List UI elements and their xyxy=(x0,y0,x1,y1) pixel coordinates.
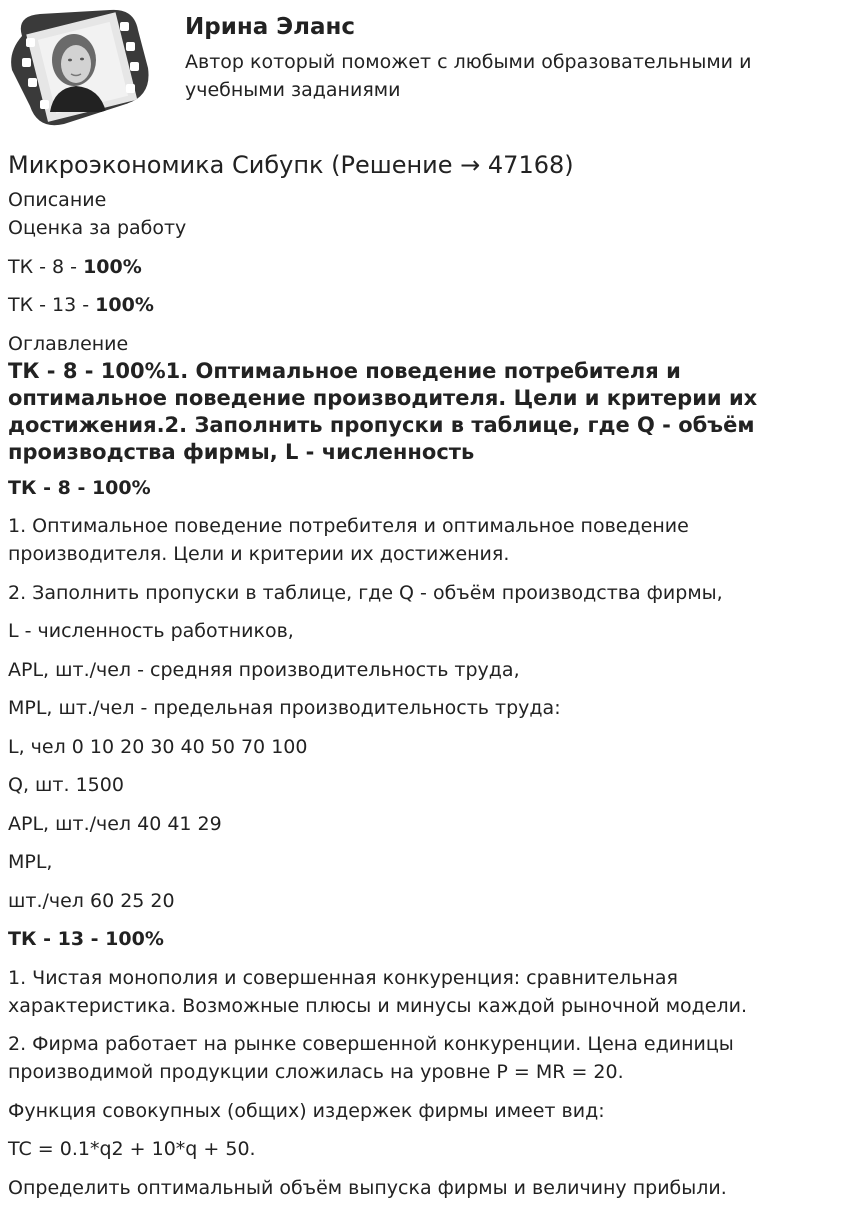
grade-value: 100% xyxy=(95,294,154,316)
tk8-paragraph: 2. Заполнить пропуски в таблице, где Q - объём производства фирмы, xyxy=(8,581,723,604)
tk13-paragraph: Определить оптимальный объём выпуска фирмы и величину прибыли. xyxy=(8,1176,727,1199)
author-header xyxy=(8,8,838,128)
grade-line xyxy=(8,291,838,319)
page-title: Микроэкономика Сибупк (Решение → 47168) xyxy=(8,151,574,179)
tk8-paragraph: L, чел 0 10 20 30 40 50 70 100 xyxy=(8,735,308,758)
tk8-paragraph: MPL, шт./чел - предельная производительность труда: xyxy=(8,697,561,719)
tk13-paragraph: Функция совокупных (общих) издержек фирмы имеет вид: xyxy=(8,1099,605,1122)
grade-prefix: ТК - 13 - xyxy=(8,294,96,316)
tk13-heading: ТК - 13 - 100% xyxy=(8,928,164,950)
tk8-paragraph: Q, шт. 1500 xyxy=(8,774,124,796)
description-label: Описание xyxy=(8,189,107,211)
grade-value: 100% xyxy=(83,255,142,278)
grade-prefix: ТК - 8 - xyxy=(8,255,84,278)
author-avatar[interactable] xyxy=(8,8,150,128)
tk8-paragraph: APL, шт./чел 40 41 29 xyxy=(8,812,222,835)
tk13-paragraph: TC = 0.1*q2 + 10*q + 50. xyxy=(8,1138,256,1160)
grade-label: Оценка за работу xyxy=(8,217,187,239)
author-name[interactable]: Ирина Эланс xyxy=(185,14,356,40)
grade-line xyxy=(8,253,838,281)
tk8-paragraph: MPL, xyxy=(8,851,53,873)
main-content xyxy=(8,148,838,1212)
author-description: Автор который поможет с любыми образовательными и учебными заданиями xyxy=(185,51,752,101)
tk8-paragraph: APL, шт./чел - средняя производительность труда, xyxy=(8,658,520,681)
tk13-paragraph: 2. Фирма работает на рынке совершенной конкуренции. Цена единицы производимой продукции сложилась на уровне P = MR = 20. xyxy=(8,1033,734,1083)
tk8-paragraph: 1. Оптимальное поведение потребителя и оптимальное поведение производителя. Цели и критерии их достижения. xyxy=(8,515,689,565)
tk8-heading: ТК - 8 - 100% xyxy=(8,476,151,499)
toc-heading: ТК - 8 - 100%1. Оптимальное поведение потребителя и оптимальное поведение производителя. Цели и критерии их достижения.2. Заполнить пропуски в таблице, где Q - объём производства фирмы, L - численность xyxy=(8,358,758,464)
toc-label: Оглавление xyxy=(8,332,129,355)
tk8-paragraph: шт./чел 60 25 20 xyxy=(8,889,175,912)
tk8-paragraph: L - численность работников, xyxy=(8,620,294,642)
tk13-paragraph: 1. Чистая монополия и совершенная конкуренция: сравнительная характеристика. Возможные плюсы и минусы каждой рыночной модели. xyxy=(8,966,748,1017)
